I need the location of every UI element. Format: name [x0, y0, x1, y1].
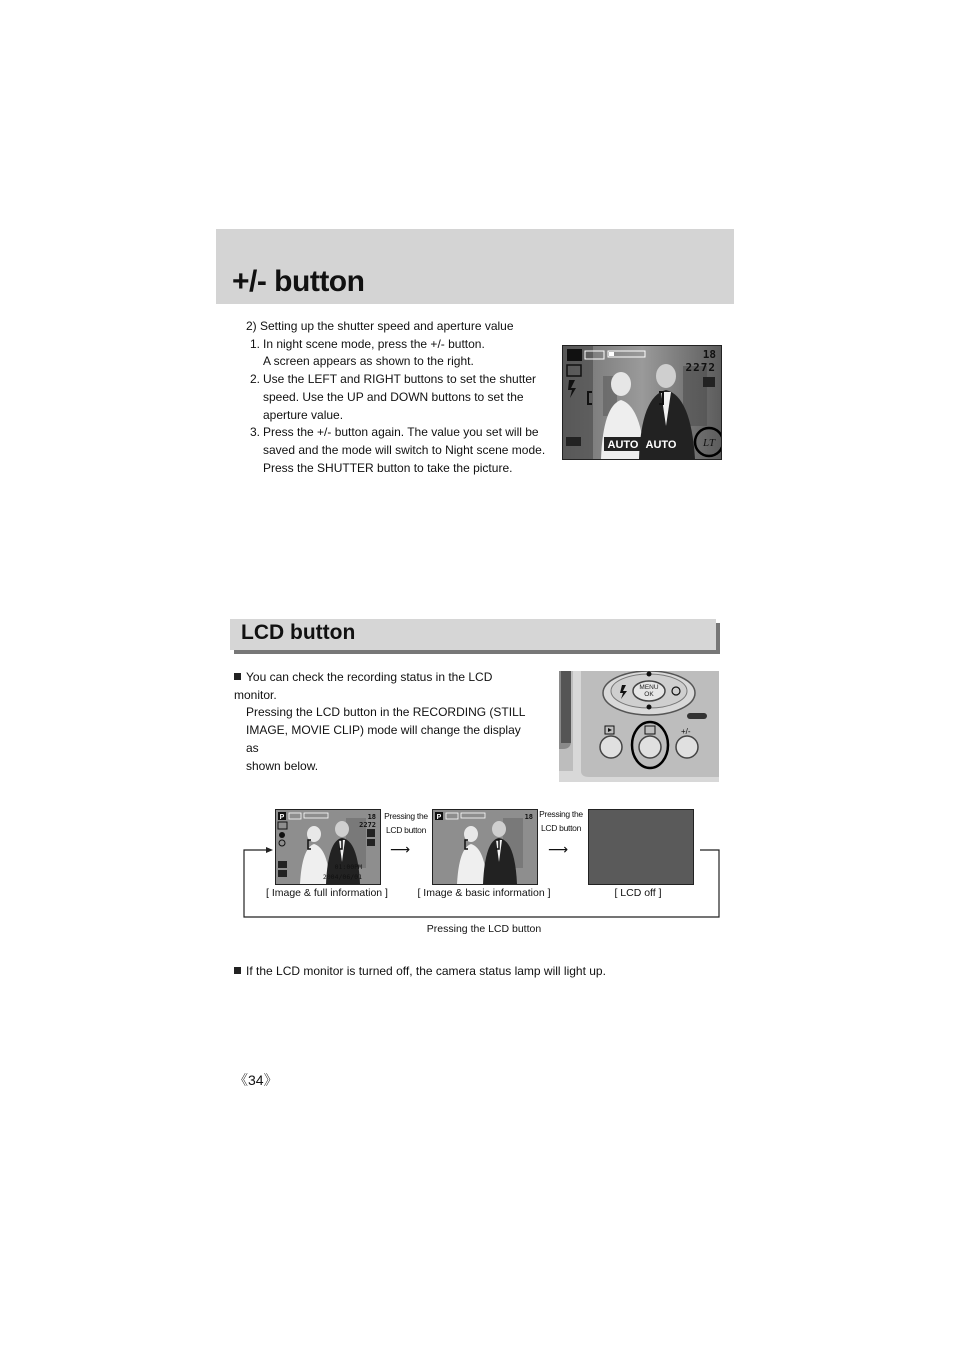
caption-basic-info: [ Image & basic information ] [417, 887, 551, 899]
press-lcd-line: LCD button [541, 823, 581, 833]
step-number: 2. [250, 372, 261, 387]
caption-full-info: [ Image & full information ] [266, 887, 388, 899]
menu-label: MENU [639, 684, 659, 691]
step-line: Press the SHUTTER button to take the picture. [263, 460, 513, 475]
step-line: Press the +/- button again. The value you set will be [263, 425, 539, 440]
press-lcd-line: Pressing the [539, 809, 583, 819]
time-label: 01:00PM [334, 863, 362, 871]
step-item [246, 336, 546, 371]
bullet-square-icon [234, 967, 241, 974]
night-lcd-count: 18 [702, 348, 716, 361]
status-lamp-note-text: If the LCD monitor is turned off, the camera status lamp will light up. [246, 964, 606, 978]
shot-count: 18 [524, 813, 533, 821]
macro-icon [647, 672, 652, 677]
focus-icon [279, 832, 285, 838]
status-lamp-note [234, 964, 606, 978]
macro-icon [647, 705, 652, 710]
lcd-button[interactable] [639, 736, 661, 758]
ok-label: OK [644, 691, 654, 698]
night-scene-lcd-image [563, 346, 721, 459]
bullet-square-icon [234, 673, 241, 680]
step-line: speed. Use the UP and DOWN buttons to set the [263, 389, 524, 404]
press-lcd-line: LCD button [386, 825, 426, 835]
step-item [246, 424, 546, 477]
steps-list [246, 336, 546, 478]
shutter-value: AUTO [607, 439, 639, 451]
step-line: In night scene mode, press the +/- button. [263, 336, 485, 351]
lt-icon: LT [702, 437, 716, 449]
step-item [246, 371, 546, 424]
page-number: 《34》 [234, 1072, 278, 1088]
lcd-description-text: You can check the recording status in the LCD monitor. [234, 670, 493, 702]
loop-label: Pressing the LCD button [426, 923, 542, 935]
mode-label: P [279, 814, 285, 821]
right-arrow-icon: ⟶ [548, 841, 569, 857]
loop-arrow-icon [266, 847, 273, 853]
step-line: saved and the mode will switch to Night scene mode. [263, 442, 546, 457]
steps-intro: 2) Setting up the shutter speed and aperture value [246, 319, 514, 333]
step-number: 3. [250, 425, 261, 440]
caption-lcd-off: [ LCD off ] [614, 887, 662, 899]
aperture-value: AUTO [645, 439, 677, 451]
press-lcd-line: Pressing the [384, 811, 428, 821]
mode-label: P [436, 814, 442, 821]
loop-bracket [240, 845, 724, 923]
camera-back-illustration [559, 671, 719, 782]
lcd-description-line: Pressing the LCD button in the RECORDING (STILL [246, 705, 526, 720]
info-icon [566, 437, 581, 446]
date-label: 2004/06/01 [322, 873, 362, 881]
plus-minus-icon: +/- [681, 727, 691, 736]
play-mode-button[interactable] [600, 736, 622, 758]
press-lcd-label [536, 807, 586, 835]
steps-block [246, 318, 546, 477]
lcd-description-line: shown below. [246, 758, 319, 773]
play-pause-icon [687, 713, 707, 719]
section-title: LCD button [241, 621, 356, 644]
shot-count: 18 [367, 813, 376, 821]
night-lcd-resolution: 2272 [685, 361, 716, 374]
lcd-description-line: IMAGE, MOVIE CLIP) mode will change the display as [246, 723, 521, 755]
right-arrow-icon: ⟶ [390, 841, 411, 857]
step-line: Use the LEFT and RIGHT buttons to set the shutter [263, 372, 537, 387]
plus-minus-button[interactable] [676, 736, 698, 758]
step-line: A screen appears as shown to the right. [263, 354, 474, 369]
press-lcd-label [381, 809, 431, 837]
lcd-description-line [234, 669, 534, 704]
resolution-label: 2272 [359, 821, 376, 829]
step-line: aperture value. [263, 407, 344, 422]
night-scene-lcd [562, 345, 722, 460]
camera-back-image [559, 671, 719, 782]
page-title: +/- button [232, 265, 365, 298]
lcd-description [234, 669, 534, 775]
step-number: 1. [250, 336, 261, 351]
